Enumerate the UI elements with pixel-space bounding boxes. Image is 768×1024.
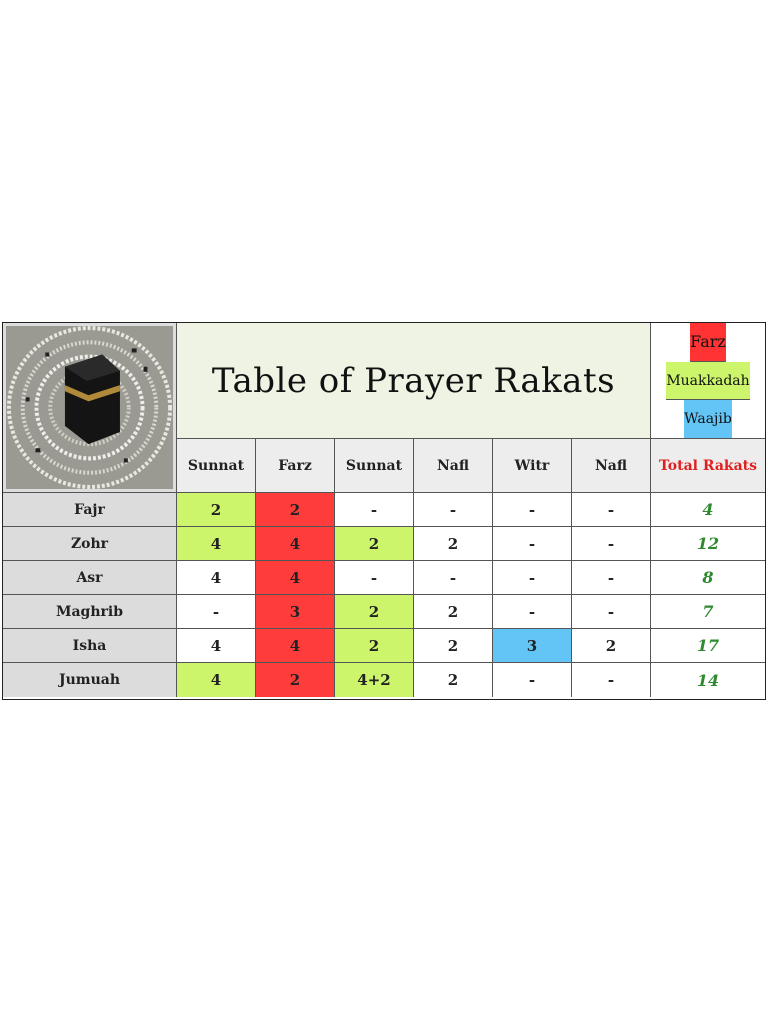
- legend-farz: Farz: [690, 323, 726, 362]
- total-rakats-cell: 8: [651, 561, 765, 595]
- rakat-cell: 2: [335, 527, 414, 561]
- total-rakats-cell: 7: [651, 595, 765, 629]
- total-rakats-cell: 14: [651, 663, 765, 697]
- header-witr: Witr: [493, 439, 572, 493]
- rakat-cell: -: [493, 595, 572, 629]
- rakat-cell: 2: [256, 663, 335, 697]
- rakat-cell: -: [177, 595, 256, 629]
- rakat-cell: -: [414, 493, 493, 527]
- header-nafl: Nafl: [414, 439, 493, 493]
- header-total-rakats: Total Rakats: [651, 439, 765, 493]
- rakat-cell: -: [493, 561, 572, 595]
- rakat-cell: -: [572, 561, 651, 595]
- rakat-cell: 2: [177, 493, 256, 527]
- rakat-cell: 2: [335, 595, 414, 629]
- header-sunnat-before: Sunnat: [177, 439, 256, 493]
- kaaba-photo: [3, 323, 177, 493]
- table-grid: [3, 323, 765, 699]
- rakat-cell: 2: [335, 629, 414, 663]
- rakat-cell: 3: [256, 595, 335, 629]
- rakat-cell: -: [335, 493, 414, 527]
- rakat-cell: -: [493, 527, 572, 561]
- rakat-cell: -: [414, 561, 493, 595]
- prayer-name: Asr: [3, 561, 177, 595]
- kaaba-image: [6, 326, 173, 489]
- rakat-cell: 4: [177, 561, 256, 595]
- rakat-cell: 2: [414, 595, 493, 629]
- prayer-name: Isha: [3, 629, 177, 663]
- rakat-cell: 4: [177, 663, 256, 697]
- rakat-cell: 4: [177, 527, 256, 561]
- rakat-cell: -: [572, 527, 651, 561]
- legend-waajib: Waajib: [684, 400, 732, 438]
- rakat-cell: -: [493, 663, 572, 697]
- rakat-cell: -: [572, 595, 651, 629]
- rakat-cell: -: [572, 493, 651, 527]
- page-title: Table of Prayer Rakats: [211, 360, 616, 401]
- prayer-name: Zohr: [3, 527, 177, 561]
- rakat-cell: 4: [256, 561, 335, 595]
- header-farz: Farz: [256, 439, 335, 493]
- rakat-cell: 4: [177, 629, 256, 663]
- legend-muakkadah: Muakkadah: [666, 362, 749, 401]
- rakat-cell: 2: [256, 493, 335, 527]
- rakat-cell: -: [572, 663, 651, 697]
- rakat-cell: 4: [256, 527, 335, 561]
- rakat-cell: 2: [414, 527, 493, 561]
- rakat-cell: 4: [256, 629, 335, 663]
- rakat-cell: 2: [414, 629, 493, 663]
- legend: [651, 323, 765, 439]
- total-rakats-cell: 17: [651, 629, 765, 663]
- prayer-name: Maghrib: [3, 595, 177, 629]
- rakat-cell: -: [335, 561, 414, 595]
- rakat-cell: -: [493, 493, 572, 527]
- rakat-cell: 3: [493, 629, 572, 663]
- header-sunnat-after: Sunnat: [335, 439, 414, 493]
- prayer-name: Fajr: [3, 493, 177, 527]
- rakat-cell: 4+2: [335, 663, 414, 697]
- total-rakats-cell: 4: [651, 493, 765, 527]
- header-nafl-after: Nafl: [572, 439, 651, 493]
- title-cell: [177, 323, 651, 439]
- rakat-cell: 2: [414, 663, 493, 697]
- prayer-name: Jumuah: [3, 663, 177, 697]
- prayer-rakats-table: [2, 322, 766, 700]
- total-rakats-cell: 12: [651, 527, 765, 561]
- rakat-cell: 2: [572, 629, 651, 663]
